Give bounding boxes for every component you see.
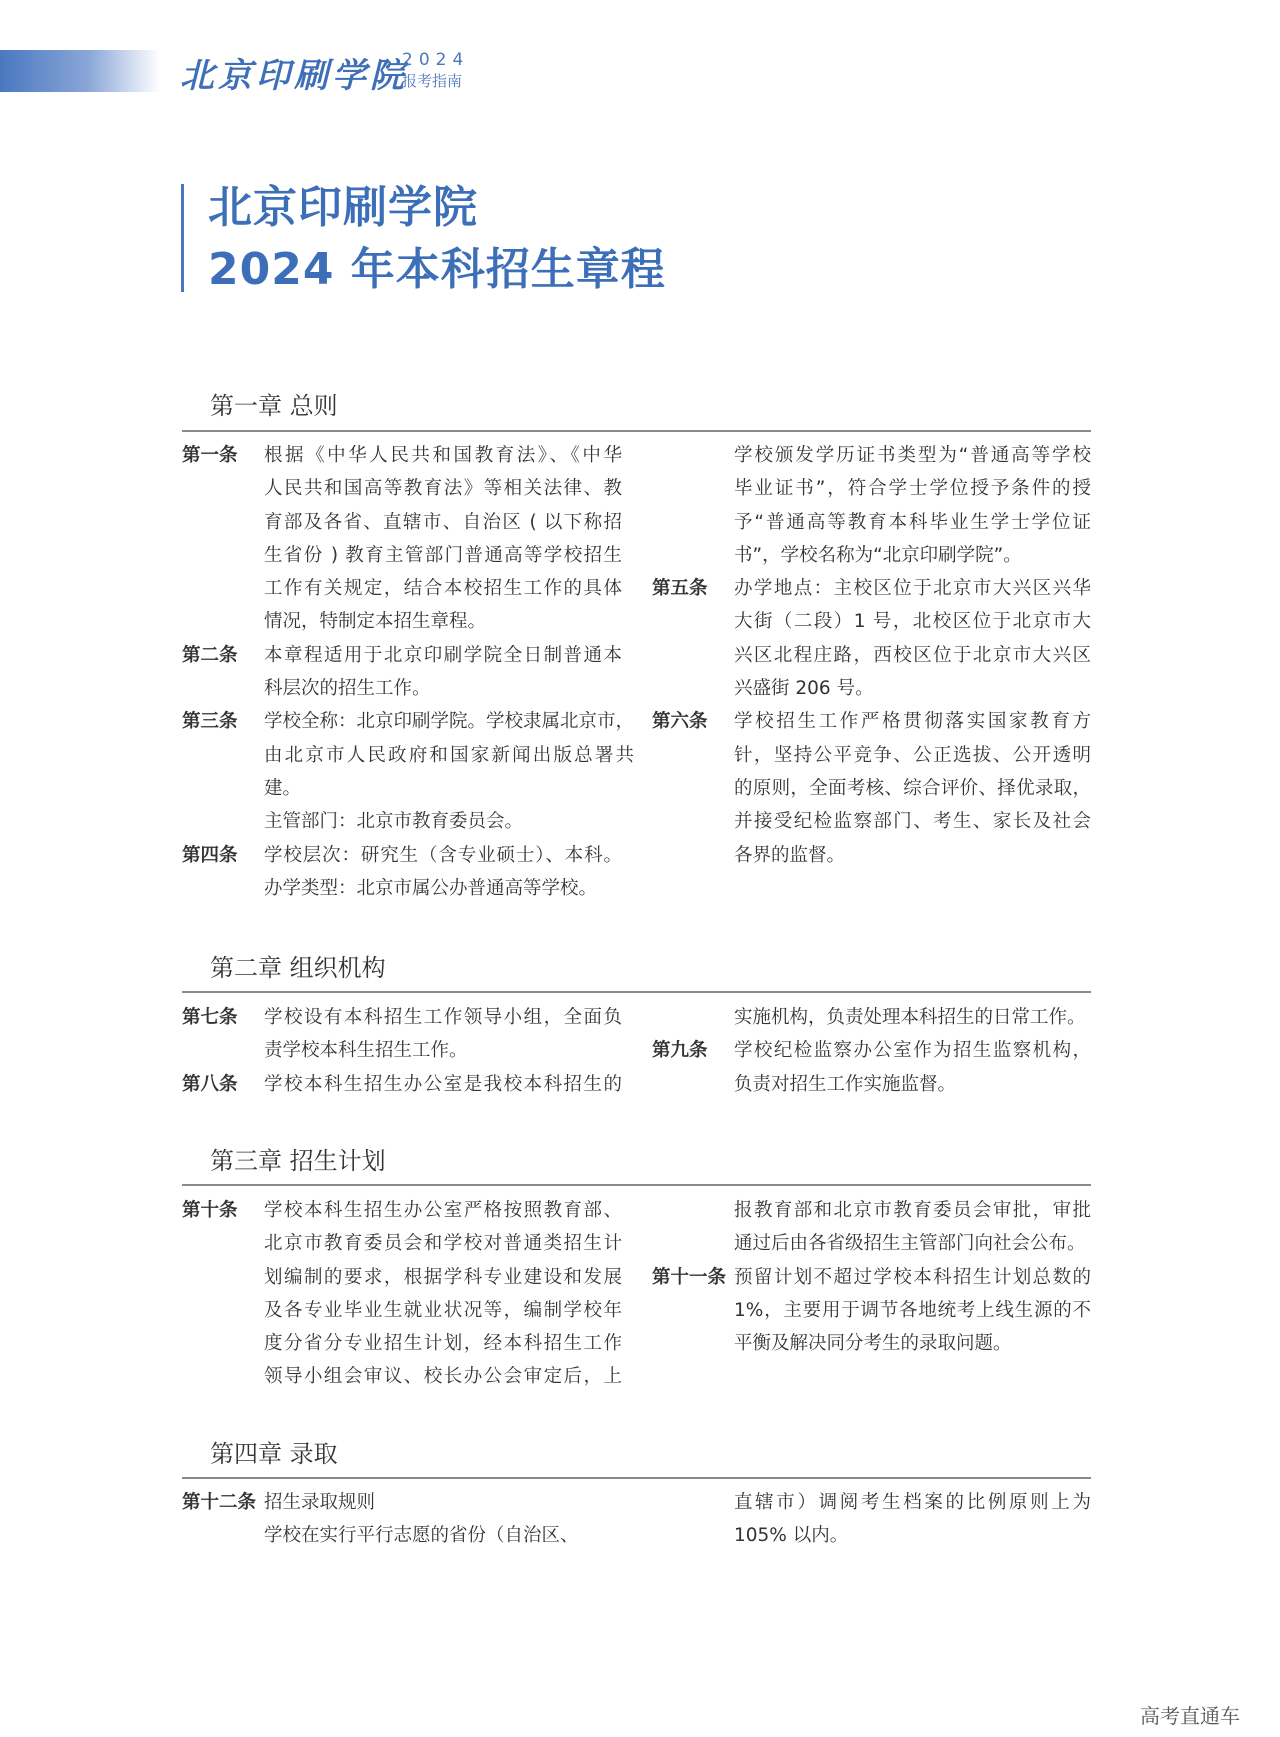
watermark: 高考直通车 <box>1140 1704 1240 1728</box>
chapter-divider <box>182 1184 1091 1186</box>
school-logo: 北京印刷学院 <box>180 56 408 96</box>
text-line: 学校本科生招生办公室严格按照教育部、 <box>264 1200 622 1221</box>
article-text <box>264 705 634 838</box>
article-label: 第一条 <box>182 445 238 466</box>
text-line: 105% 以内。 <box>734 1525 849 1547</box>
article-label <box>652 439 734 572</box>
article-label: 第十二条 <box>182 1492 257 1513</box>
article <box>182 1001 622 1068</box>
article <box>182 1194 622 1394</box>
text-line: 学校招生工作严格贯彻落实国家教育方 <box>734 711 1091 733</box>
chapter-heading: 第二章 组织机构 <box>210 954 386 982</box>
text-line: 学校设有本科招生工作领导小组，全面负 <box>264 1007 622 1028</box>
article-text <box>734 1001 1091 1034</box>
article-text <box>264 639 622 706</box>
left-column <box>182 1001 622 1101</box>
text-line: 本章程适用于北京印刷学院全日制普通本 <box>264 644 622 666</box>
text-line: 学校全称：北京印刷学院。学校隶属北京市， <box>264 711 635 733</box>
article-label: 第六条 <box>652 711 708 733</box>
text-line: 情况，特制定本招生章程。 <box>264 611 487 633</box>
left-column <box>182 1486 622 1553</box>
article-text <box>734 1194 1091 1261</box>
article-text <box>734 1486 1091 1553</box>
page-title-line1: 北京印刷学院 <box>208 182 478 233</box>
article-text <box>734 705 1091 871</box>
article-text <box>734 572 1091 705</box>
article-label: 第三条 <box>182 711 238 733</box>
text-line: 各界的监督。 <box>734 844 846 866</box>
article-text <box>264 1194 622 1394</box>
article-text <box>264 1068 622 1101</box>
article <box>652 572 1091 705</box>
article-label: 第五条 <box>652 578 708 600</box>
text-line: 生省份 ) 教育主管部门普通高等学校招生 <box>264 544 622 566</box>
article-text <box>264 439 622 639</box>
text-line: 的原则，全面考核、综合评价、择优录取， <box>734 777 1091 799</box>
header-gradient-bar <box>0 50 160 92</box>
article <box>652 1194 1091 1261</box>
article <box>182 639 622 706</box>
guide-year: 2024 <box>402 50 470 70</box>
text-line: 学校颁发学历证书类型为“普通高等学校 <box>734 445 1091 466</box>
article <box>182 439 622 639</box>
text-line: 予“普通高等教育本科毕业生学士学位证 <box>734 511 1091 533</box>
article <box>652 1034 1091 1101</box>
article-label: 第七条 <box>182 1007 238 1028</box>
text-line: 实施机构，负责处理本科招生的日常工作。 <box>734 1007 1086 1028</box>
article <box>182 1068 622 1101</box>
chapter-heading: 第一章 总则 <box>210 392 338 420</box>
text-line: 学校在实行平行志愿的省份（自治区、 <box>264 1525 579 1547</box>
text-line: 毕业证书”，符合学士学位授予条件的授 <box>734 478 1091 500</box>
text-line: 北京市教育委员会和学校对普通类招生计 <box>264 1233 622 1255</box>
text-line: 办学类型：北京市属公办普通高等学校。 <box>264 877 598 899</box>
article-text <box>734 1034 1091 1101</box>
article <box>182 705 635 838</box>
text-line: 科层次的招生工作。 <box>264 678 431 700</box>
right-column <box>652 1194 1091 1360</box>
chapter-heading: 第四章 录取 <box>210 1440 338 1468</box>
text-line: 领导小组会审议、校长办公会审定后，上 <box>264 1366 622 1388</box>
text-line: 报教育部和北京市教育委员会审批，审批 <box>734 1200 1091 1221</box>
article-label <box>652 1194 734 1261</box>
article <box>652 439 1091 572</box>
text-line: 负责对招生工作实施监督。 <box>734 1073 957 1095</box>
article <box>652 705 1091 871</box>
text-line: 学校本科生招生办公室是我校本科招生的 <box>264 1073 622 1095</box>
article-text <box>264 1486 622 1553</box>
chapter-heading: 第三章 招生计划 <box>210 1147 386 1175</box>
article-label: 第四条 <box>182 844 238 866</box>
text-line: 书”，学校名称为“北京印刷学院”。 <box>734 544 1022 566</box>
text-line: 育部及各省、直辖市、自治区 ( 以下称招 <box>264 511 622 533</box>
page-title-line2: 2024 年本科招生章程 <box>208 244 666 295</box>
text-line: 办学地点：主校区位于北京市大兴区兴华 <box>734 578 1091 600</box>
article <box>182 839 622 906</box>
chapter-divider <box>182 991 1091 993</box>
text-line: 及各专业毕业生就业状况等，编制学校年 <box>264 1299 622 1321</box>
text-line: 度分省分专业招生计划，经本科招生工作 <box>264 1333 622 1355</box>
text-line: 由北京市人民政府和国家新闻出版总署共 <box>264 744 635 766</box>
text-line: 兴盛街 206 号。 <box>734 678 874 700</box>
text-line: 直辖市）调阅考生档案的比例原则上为 <box>734 1492 1091 1513</box>
article <box>652 1001 1091 1034</box>
text-line: 1%，主要用于调节各地统考上线生源的不 <box>734 1299 1091 1321</box>
left-column <box>182 1194 622 1394</box>
left-column <box>182 439 635 905</box>
text-line: 人民共和国高等教育法》等相关法律、教 <box>264 478 622 500</box>
article-text <box>734 1261 1091 1361</box>
guide-subtitle: 报考指南 <box>402 72 463 90</box>
title-accent-bar <box>181 184 184 292</box>
text-line: 工作有关规定，结合本校招生工作的具体 <box>264 578 622 600</box>
chapter-divider <box>182 430 1091 432</box>
text-line: 学校纪检监察办公室作为招生监察机构， <box>734 1040 1091 1062</box>
article-label: 第十一条 <box>652 1266 727 1288</box>
article-label: 第二条 <box>182 644 238 666</box>
right-column <box>652 1486 1091 1553</box>
article-text <box>264 1001 622 1068</box>
text-line: 兴区北程庄路，西校区位于北京市大兴区 <box>734 644 1091 666</box>
article-text <box>264 839 622 906</box>
text-line: 责学校本科生招生工作。 <box>264 1040 468 1062</box>
article <box>182 1486 622 1553</box>
text-line: 建。 <box>264 777 302 799</box>
text-line: 大街（二段）1 号，北校区位于北京市大 <box>734 611 1091 633</box>
article-label <box>652 1001 734 1034</box>
right-column <box>652 439 1091 872</box>
right-column <box>652 1001 1091 1101</box>
text-line: 学校层次：研究生（含专业硕士）、本科。 <box>264 844 622 866</box>
text-line: 招生录取规则 <box>264 1492 376 1513</box>
article <box>652 1486 1091 1553</box>
chapter-divider <box>182 1477 1091 1479</box>
text-line: 划编制的要求，根据学科专业建设和发展 <box>264 1266 622 1288</box>
text-line: 通过后由各省级招生主管部门向社会公布。 <box>734 1233 1086 1255</box>
article-label: 第八条 <box>182 1073 238 1095</box>
text-line: 并接受纪检监察部门、考生、家长及社会 <box>734 811 1091 833</box>
text-line: 针，坚持公平竞争、公正选拔、公开透明 <box>734 744 1091 766</box>
article-label <box>652 1486 734 1553</box>
article-label: 第九条 <box>652 1040 708 1062</box>
text-line: 主管部门：北京市教育委员会。 <box>264 811 524 833</box>
article-text <box>734 439 1091 572</box>
text-line: 根据《中华人民共和国教育法》、《中华 <box>264 445 622 466</box>
text-line: 预留计划不超过学校本科招生计划总数的 <box>734 1266 1091 1288</box>
article <box>652 1261 1091 1361</box>
text-line: 平衡及解决同分考生的录取问题。 <box>734 1333 1012 1355</box>
article-label: 第十条 <box>182 1200 238 1221</box>
